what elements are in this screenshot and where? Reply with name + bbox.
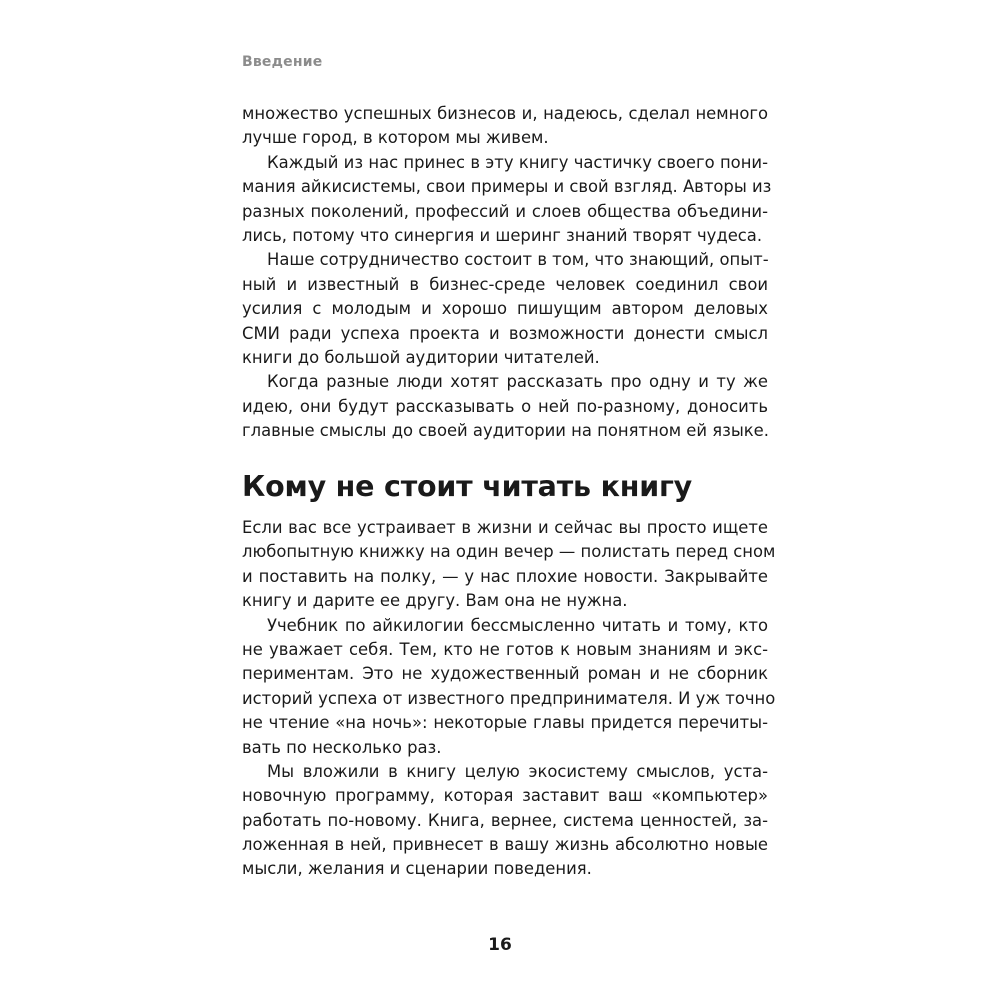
text-line: вать по несколько раз. [242,737,442,757]
paragraph [242,516,776,614]
text-line: Если вас все устраивает в жизни и сейчас вы просто ищете [242,518,768,537]
text-line: Когда разные люди хотят рассказать про одну и ту же [267,372,768,392]
text-line: усилия с молодым и хорошо пишущим автором деловых [242,299,768,319]
text-line: книгу и дарите ее другу. Вам она не нужна. [242,591,628,611]
paragraph [242,151,772,249]
text-line: Мы вложили в книгу целую экосистему смыслов, уста- [267,761,768,781]
text-line: работать по-новому. Книга, вернее, система ценностей, за- [242,810,768,830]
text-line: мания айкисистемы, свои примеры и свой взгляд. Авторы из [242,177,772,197]
page-number: 16 [488,935,512,955]
text-line: идею, они будут рассказывать о ней по-разному, доносить [242,396,768,416]
paragraph [242,370,768,443]
text-line: множество успешных бизнесов и, надеюсь, сделал немного [242,104,768,123]
text-line: любопытную книжку на один вечер — полистать перед сном [242,542,776,562]
text-line: Наше сотрудничество состоит в том, что знающий, опыт- [267,250,769,270]
paragraph [242,248,768,370]
paragraph [242,102,768,151]
text-line: лись, потому что синергия и шеринг знаний творят чудеса. [242,225,763,245]
text-line: периментам. Это не художественный роман и не сборник [242,664,768,684]
intro-text [242,102,772,443]
text-line: книги до большой аудитории читателей. [242,347,600,367]
text-line: Каждый из нас принес в эту книгу частичку своего пони- [267,152,768,172]
text-line: разных поколений, профессий и слоев общества объедини- [242,201,768,221]
section-title: Кому не стоит читать книгу [242,470,693,503]
text-line: СМИ ради успеха проекта и возможности донести смысл [242,323,768,343]
text-line: и поставить на полку, — у нас плохие новости. Закрывайте [242,566,768,586]
text-line: не чтение «на ночь»: некоторые главы придется перечиты- [242,713,768,733]
text-line: не уважает себя. Тем, кто не готов к новым знаниям и экс- [242,639,768,659]
running-header: Введение [242,54,323,70]
text-line: ложенная в ней, привнесет в вашу жизнь абсолютно новые [242,835,768,855]
text-line: новочную программу, которая заставит ваш «компьютер» [242,786,768,806]
text-line: Учебник по айкилогии бессмысленно читать и тому, кто [267,615,768,635]
paragraph [242,614,776,760]
text-line: главные смыслы до своей аудитории на понятном ей языке. [242,421,769,441]
text-line: ный и известный в бизнес-среде человек соединил свои [242,274,768,294]
text-line: историй успеха от известного предпринимателя. И уж точно [242,688,776,708]
paragraph [242,760,768,882]
text-line: лучше город, в котором мы живем. [242,128,549,148]
text-line: мысли, желания и сценарии поведения. [242,859,592,879]
section-text [242,516,776,882]
